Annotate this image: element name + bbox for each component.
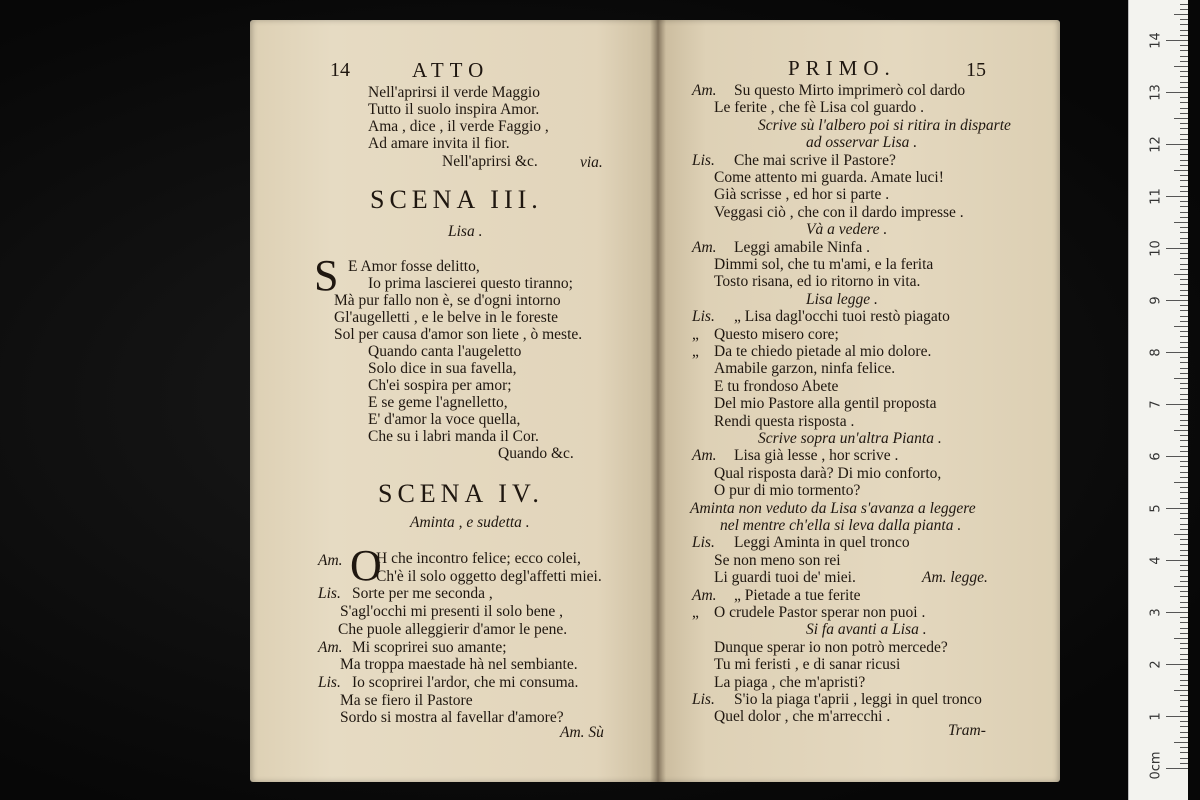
scene-title: SCENA III. <box>370 185 543 214</box>
catchword: Tram- <box>948 722 986 739</box>
ruler-tick <box>1180 524 1188 525</box>
dialogue-line: Mi scoprirei suo amante; <box>352 638 507 656</box>
ruler-tick <box>1180 643 1188 644</box>
ruler-label: 11 <box>1148 188 1164 205</box>
ruler-tick <box>1180 383 1188 384</box>
ruler-label: 9 <box>1148 296 1164 305</box>
ruler-tick <box>1180 555 1188 556</box>
refrain-line: Quando &c. <box>498 445 574 462</box>
verse-line: Ad amare invita il fior. <box>368 135 510 152</box>
ruler-tick <box>1180 487 1188 488</box>
dialogue-line: E tu frondoso Abete <box>714 377 839 395</box>
ruler-tick <box>1180 758 1188 759</box>
dialogue-line: Del mio Pastore alla gentil proposta <box>714 395 937 413</box>
ruler-label: 0cm <box>1148 751 1164 780</box>
dialogue-line: Sordo si mostra al favellar d'amore? <box>340 709 564 727</box>
ruler-tick <box>1180 30 1188 31</box>
ruler-tick <box>1180 659 1188 660</box>
ruler-tick <box>1180 706 1188 707</box>
ruler-tick <box>1180 165 1188 166</box>
verse-line: E se geme l'agnelletto, <box>368 394 508 411</box>
ruler-tick <box>1166 40 1188 41</box>
ruler-tick <box>1180 399 1188 400</box>
dialogue-line: Le ferite , che fè Lisa col guardo . <box>714 99 925 117</box>
verse-line: Sol per causa d'amor son liete , ò meste. <box>334 326 583 343</box>
dialogue-line: Ma se fiero il Pastore <box>340 691 473 709</box>
ruler-tick <box>1180 477 1188 478</box>
ruler-tick <box>1180 669 1188 670</box>
verse-line: Che su i labri manda il Cor. <box>368 428 539 445</box>
ruler-tick <box>1180 284 1188 285</box>
ruler-tick <box>1166 612 1188 613</box>
speaker-label: Am. <box>318 552 343 569</box>
ruler-tick <box>1174 222 1188 223</box>
dialogue-line: Come attento mi guarda. Amate luci! <box>714 169 944 186</box>
ruler-tick <box>1180 357 1188 358</box>
ruler-tick <box>1180 576 1188 577</box>
ruler-tick <box>1180 622 1188 623</box>
speaker-label: Lis. <box>318 585 341 603</box>
stage-direction: Si fa avanti a Lisa . <box>806 621 927 639</box>
dialogue-line: O crudele Pastor sperar non puoi . <box>714 604 926 621</box>
ruler-label: 5 <box>1148 504 1164 513</box>
verse-line: Io prima lascierei questo tiranno; <box>368 275 573 292</box>
ruler-tick <box>1180 180 1188 181</box>
ruler-tick <box>1180 581 1188 582</box>
ruler-tick <box>1180 591 1188 592</box>
verse-line: Gl'augelletti , e le belve in le foreste <box>334 309 559 326</box>
dialogue-line: Li guardi tuoi de' miei. <box>714 569 856 587</box>
ruler-tick <box>1166 300 1188 301</box>
ruler-tick <box>1180 518 1188 519</box>
ruler-tick <box>1180 596 1188 597</box>
stage-direction: Am. legge. <box>922 569 988 587</box>
ruler-tick <box>1180 238 1188 239</box>
ruler-tick <box>1180 108 1188 109</box>
ruler-tick <box>1180 529 1188 530</box>
verse-line: E' d'amor la voce quella, <box>368 411 521 428</box>
ruler-tick <box>1180 747 1188 748</box>
ruler-tick <box>1174 66 1188 67</box>
ruler-tick <box>1174 274 1188 275</box>
ruler-tick <box>1166 196 1188 197</box>
ruler-tick <box>1180 154 1188 155</box>
ruler-tick <box>1180 440 1188 441</box>
ruler-tick <box>1180 617 1188 618</box>
ruler-tick <box>1180 82 1188 83</box>
speaker-label: Lis. <box>692 534 715 552</box>
ruler-tick <box>1180 321 1188 322</box>
ruler-tick <box>1180 674 1188 675</box>
ruler-tick <box>1166 716 1188 717</box>
ruler-tick <box>1180 607 1188 608</box>
speaker-label: Am. <box>692 586 717 604</box>
ruler-tick <box>1180 134 1188 135</box>
ruler-tick <box>1180 472 1188 473</box>
ruler-tick <box>1166 404 1188 405</box>
dialogue-line: Lisa già lesse , hor scrive . <box>734 447 899 465</box>
speaker-label: Lis. <box>692 308 715 326</box>
ruler-label: 14 <box>1148 32 1164 49</box>
dialogue-line: Che puole alleggierir d'amor le pene. <box>338 620 568 638</box>
ruler-tick <box>1180 310 1188 311</box>
ruler-tick <box>1180 336 1188 337</box>
ruler-label: 10 <box>1148 240 1164 257</box>
ruler-label: 13 <box>1148 84 1164 101</box>
ruler-tick <box>1180 373 1188 374</box>
ruler-tick <box>1180 513 1188 514</box>
ruler-tick <box>1180 149 1188 150</box>
ruler-tick <box>1180 461 1188 462</box>
left-page <box>250 20 658 782</box>
refrain-line: Nell'aprirsi &c. <box>442 153 538 170</box>
ruler-tick <box>1180 97 1188 98</box>
ruler-tick <box>1180 206 1188 207</box>
ruler-tick <box>1180 113 1188 114</box>
ruler-tick <box>1180 253 1188 254</box>
ruler-tick <box>1166 560 1188 561</box>
ruler-tick <box>1180 721 1188 722</box>
ruler-tick <box>1180 633 1188 634</box>
dialogue-line: S'io la piaga t'aprii , leggi in quel tronco <box>734 691 982 708</box>
dialogue-line: Tosto risana, ed io ritorno in vita. <box>714 273 921 291</box>
ruler-label: 7 <box>1148 400 1164 409</box>
dialogue-line: Ch'è il solo oggetto degl'affetti miei. <box>376 567 602 585</box>
ruler-tick <box>1166 144 1188 145</box>
ruler-tick <box>1180 258 1188 259</box>
speaker-label: „ <box>692 343 699 360</box>
dialogue-line: Io scoprirei l'ardor, che mi consuma. <box>352 673 579 691</box>
ruler-tick <box>1180 35 1188 36</box>
speaker-label: Am. <box>692 447 717 465</box>
dialogue-line: Sorte per me seconda , <box>352 585 493 603</box>
ruler-tick <box>1180 269 1188 270</box>
drop-capital: S <box>314 251 339 300</box>
dialogue-line: Quel dolor , che m'arrecchi . <box>714 708 891 726</box>
verse-line: Ama , dice , il verde Faggio , <box>368 118 549 135</box>
ruler-label: 4 <box>1148 556 1164 565</box>
dialogue-line: Già scrisse , ed hor si parte . <box>714 186 890 204</box>
dialogue-line: Dimmi sol, che tu m'ami, e la ferita <box>714 256 934 273</box>
ruler-tick <box>1180 388 1188 389</box>
ruler-tick <box>1180 695 1188 696</box>
stage-direction: ad osservar Lisa . <box>806 134 918 152</box>
ruler-tick <box>1180 550 1188 551</box>
ruler-tick <box>1180 737 1188 738</box>
ruler-tick <box>1174 534 1188 535</box>
ruler-tick <box>1180 732 1188 733</box>
dialogue-line: H che incontro felice; ecco colei, <box>376 550 581 567</box>
ruler-tick <box>1180 700 1188 701</box>
ruler-tick <box>1180 186 1188 187</box>
ruler-tick <box>1166 664 1188 665</box>
verse-line: Ch'ei sospira per amor; <box>368 377 512 394</box>
ruler-tick <box>1180 201 1188 202</box>
ruler-tick <box>1180 654 1188 655</box>
ruler-tick <box>1180 102 1188 103</box>
stage-direction: Aminta non veduto da Lisa s'avanza a leggere <box>690 499 976 517</box>
stage-direction: Lisa legge . <box>806 290 878 308</box>
ruler-tick <box>1174 742 1188 743</box>
ruler-tick <box>1180 56 1188 57</box>
ruler-tick <box>1174 378 1188 379</box>
ruler-tick <box>1180 123 1188 124</box>
ruler-tick <box>1166 248 1188 249</box>
stage-direction: Scrive sù l'albero poi si ritira in disparte <box>758 116 1011 134</box>
dialogue-line: S'agl'occhi mi presenti il solo bene , <box>340 603 563 621</box>
ruler-tick <box>1180 726 1188 727</box>
ruler-tick <box>1180 368 1188 369</box>
ruler-tick <box>1180 446 1188 447</box>
ruler-label: 3 <box>1148 608 1164 617</box>
ruler-tick <box>1180 752 1188 753</box>
stage-direction: nel mentre ch'ella si leva dalla pianta . <box>720 517 962 534</box>
ruler-tick <box>1174 482 1188 483</box>
ruler-tick <box>1180 435 1188 436</box>
ruler-tick <box>1180 128 1188 129</box>
dialogue-line: „ Pietade a tue ferite <box>734 586 861 604</box>
ruler-tick <box>1166 456 1188 457</box>
ruler-tick <box>1180 347 1188 348</box>
ruler-tick <box>1174 170 1188 171</box>
ruler-tick <box>1180 680 1188 681</box>
ruler-tick <box>1180 243 1188 244</box>
speaker-label: Lis. <box>692 151 715 169</box>
dialogue-line: Dunque sperar io non potrò mercede? <box>714 638 948 656</box>
verse-line: Quando canta l'augeletto <box>368 343 522 360</box>
dialogue-line: Da te chiedo pietade al mio dolore. <box>714 343 932 360</box>
dialogue-line: Questo misero core; <box>714 325 839 343</box>
scene-characters: Aminta , e sudetta . <box>410 514 530 531</box>
ruler-tick <box>1180 316 1188 317</box>
ruler-tick <box>1180 279 1188 280</box>
ruler-tick <box>1180 628 1188 629</box>
ruler-tick <box>1180 290 1188 291</box>
verse-line: Tutto il suolo inspira Amor. <box>368 101 540 118</box>
page-number: 14 <box>330 59 350 81</box>
ruler-label: 6 <box>1148 452 1164 461</box>
ruler-tick <box>1180 139 1188 140</box>
ruler-tick <box>1180 565 1188 566</box>
ruler-tick <box>1180 648 1188 649</box>
ruler-tick <box>1180 409 1188 410</box>
ruler-tick <box>1180 87 1188 88</box>
speaker-label: Am. <box>692 238 717 256</box>
dialogue-line: La piaga , che m'apristi? <box>714 673 866 691</box>
ruler-tick <box>1180 362 1188 363</box>
running-head: PRIMO. <box>788 56 896 80</box>
verse-line: Solo dice in sua favella, <box>368 360 517 377</box>
speaker-label: Lis. <box>318 673 341 691</box>
stage-direction: Scrive sopra un'altra Pianta . <box>758 430 942 447</box>
measuring-ruler <box>1128 0 1188 800</box>
ruler-tick <box>1180 295 1188 296</box>
verse-line: E Amor fosse delitto, <box>348 258 480 275</box>
ruler-tick <box>1180 451 1188 452</box>
ruler-tick <box>1174 118 1188 119</box>
running-head: ATTO <box>412 58 490 82</box>
ruler-tick <box>1180 763 1188 764</box>
ruler-tick <box>1174 14 1188 15</box>
ruler-tick <box>1166 508 1188 509</box>
ruler-tick <box>1180 498 1188 499</box>
ruler-tick <box>1180 24 1188 25</box>
ruler-tick <box>1180 19 1188 20</box>
ruler-tick <box>1174 326 1188 327</box>
speaker-label: „ <box>692 604 699 621</box>
ruler-tick <box>1180 414 1188 415</box>
dialogue-line: Rendi questa risposta . <box>714 412 855 430</box>
ruler-tick <box>1180 264 1188 265</box>
dialogue-line: Amabile garzon, ninfa felice. <box>714 360 896 378</box>
ruler-tick <box>1180 711 1188 712</box>
ruler-tick <box>1166 92 1188 93</box>
ruler-tick <box>1180 212 1188 213</box>
ruler-tick <box>1180 71 1188 72</box>
dialogue-line: Veggasi ciò , che con il dardo impresse . <box>714 203 964 221</box>
ruler-tick <box>1180 232 1188 233</box>
ruler-tick <box>1180 305 1188 306</box>
dialogue-line: Che mai scrive il Pastore? <box>734 151 896 169</box>
ruler-tick <box>1180 466 1188 467</box>
ruler-tick <box>1174 586 1188 587</box>
ruler-tick <box>1180 160 1188 161</box>
ruler-tick <box>1180 602 1188 603</box>
ruler-tick <box>1180 503 1188 504</box>
drop-capital: O <box>350 541 382 590</box>
verse-line: Mà pur fallo non è, se d'ogni intorno <box>334 292 561 309</box>
dialogue-line: Leggi Aminta in quel tronco <box>734 534 910 552</box>
catchword: Am. Sù <box>560 724 604 741</box>
dialogue-line: „ Lisa dagl'occhi tuoi restò piagato <box>734 308 950 326</box>
ruler-tick <box>1180 175 1188 176</box>
ruler-tick <box>1180 50 1188 51</box>
ruler-tick <box>1180 45 1188 46</box>
ruler-tick <box>1180 544 1188 545</box>
speaker-label: Lis. <box>692 691 715 708</box>
dialogue-line: Ma troppa maestade hà nel sembiante. <box>340 656 578 674</box>
ruler-tick <box>1180 4 1188 5</box>
ruler-tick <box>1166 352 1188 353</box>
dialogue-line: Leggi amabile Ninfa . <box>734 238 871 256</box>
ruler-tick <box>1180 425 1188 426</box>
ruler-tick <box>1180 492 1188 493</box>
ruler-label: 1 <box>1148 712 1164 721</box>
ruler-tick <box>1180 420 1188 421</box>
page-number: 15 <box>966 59 986 81</box>
open-book <box>250 20 1060 782</box>
book-gutter <box>650 20 666 782</box>
ruler-tick <box>1180 331 1188 332</box>
ruler-tick <box>1180 217 1188 218</box>
ruler-tick <box>1180 227 1188 228</box>
stage-direction: via. <box>580 154 603 171</box>
ruler-label: 2 <box>1148 660 1164 669</box>
speaker-label: Am. <box>692 82 717 99</box>
dialogue-line: O pur di mio tormento? <box>714 482 861 500</box>
ruler-tick <box>1180 61 1188 62</box>
dialogue-line: Tu mi feristi , e di sanar ricusi <box>714 656 901 674</box>
ruler-tick <box>1180 539 1188 540</box>
ruler-tick <box>1180 191 1188 192</box>
ruler-tick <box>1166 768 1188 769</box>
scene-title: SCENA IV. <box>378 479 544 508</box>
ruler-tick <box>1180 342 1188 343</box>
dialogue-line: Qual risposta darà? Di mio conforto, <box>714 464 942 482</box>
dialogue-line: Su questo Mirto imprimerò col dardo <box>734 82 966 99</box>
speaker-label: Am. <box>318 638 343 656</box>
scene-characters: Lisa . <box>448 223 483 240</box>
right-page <box>658 20 1060 782</box>
ruler-tick <box>1180 394 1188 395</box>
ruler-tick <box>1174 690 1188 691</box>
ruler-tick <box>1180 685 1188 686</box>
ruler-label: 8 <box>1148 348 1164 357</box>
stage-direction: Và a vedere . <box>806 221 888 239</box>
verse-line: Nell'aprirsi il verde Maggio <box>368 84 540 101</box>
ruler-tick <box>1174 430 1188 431</box>
ruler-tick <box>1180 9 1188 10</box>
ruler-tick <box>1180 570 1188 571</box>
speaker-label: „ <box>692 325 699 343</box>
ruler-label: 12 <box>1148 136 1164 153</box>
ruler-tick <box>1174 638 1188 639</box>
ruler-tick <box>1180 76 1188 77</box>
dialogue-line: Se non meno son rei <box>714 551 841 569</box>
